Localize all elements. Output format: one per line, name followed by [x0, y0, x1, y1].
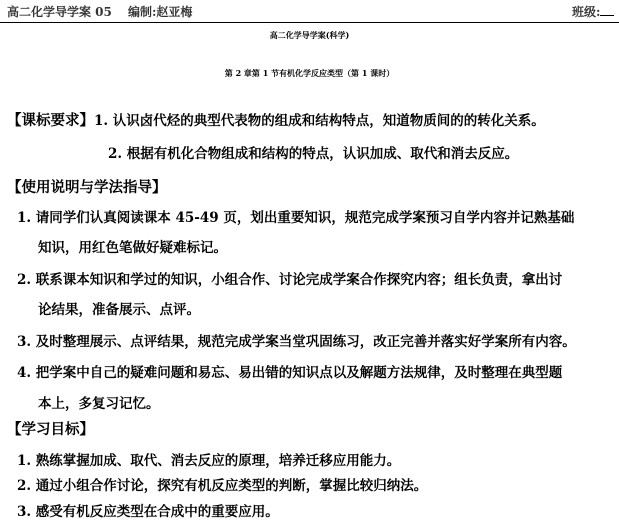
instruction-4-line-1: 4. 把学案中自己的疑难问题和易忘、易出错的知识点以及解题方法规律，及时整理在典型题 [17, 365, 563, 381]
header-title: 高二化学导学案 05 [7, 5, 112, 19]
header-editor: 编制:赵亚梅 [128, 5, 193, 19]
curriculum-label: 【课标要求】 [7, 112, 94, 129]
objective-item-2: 2. 通过小组合作讨论，探究有机反应类型的判断，掌握比较归纳法。 [17, 478, 428, 494]
objective-item-1: 1. 熟练掌握加成、取代、消去反应的原理，培养迁移应用能力。 [17, 453, 401, 469]
main-title: 高二化学导学案(科学) [269, 30, 350, 40]
curriculum-line-1 [7, 109, 545, 130]
instruction-1-line-1: 1. 请同学们认真阅读课本 45-49 页，划出重要知识，规范完成学案预习自学内容并记熟基础 [17, 210, 575, 226]
curriculum-item-1: 1. 认识卤代烃的典型代表物的组成和结构特点，知道物质间的的转化关系。 [94, 113, 545, 129]
instruction-2-line-2: 论结果，准备展示、点评。 [38, 302, 200, 318]
objectives-label: 【学习目标】 [7, 421, 94, 438]
objective-item-3: 3. 感受有机反应类型在合成中的重要应用。 [17, 504, 279, 520]
instruction-4-line-2: 本上，多复习记忆。 [38, 396, 160, 412]
sub-title: 第 2 章第 1 节有机化学反应类型（第 1 课时） [224, 68, 395, 78]
instruction-2-line-1: 2. 联系课本知识和学过的知识，小组合作、讨论完成学案合作探究内容；组长负责，拿出讨 [17, 272, 563, 288]
page-header [0, 0, 619, 23]
instruction-1-line-2: 知识，用红色笔做好疑难标记。 [38, 240, 227, 256]
header-class-label: 班级: [572, 5, 601, 19]
instruction-3-line-1: 3. 及时整理展示、点评结果，规范完成学案当堂巩固练习，改正完善并落实好学案所有内容。 [17, 334, 576, 350]
instructions-label: 【使用说明与学法指导】 [7, 179, 167, 196]
class-blank-line [600, 15, 614, 16]
curriculum-item-2: 2. 根据有机化合物组成和结构的特点，认识加成、取代和消去反应。 [108, 146, 519, 162]
